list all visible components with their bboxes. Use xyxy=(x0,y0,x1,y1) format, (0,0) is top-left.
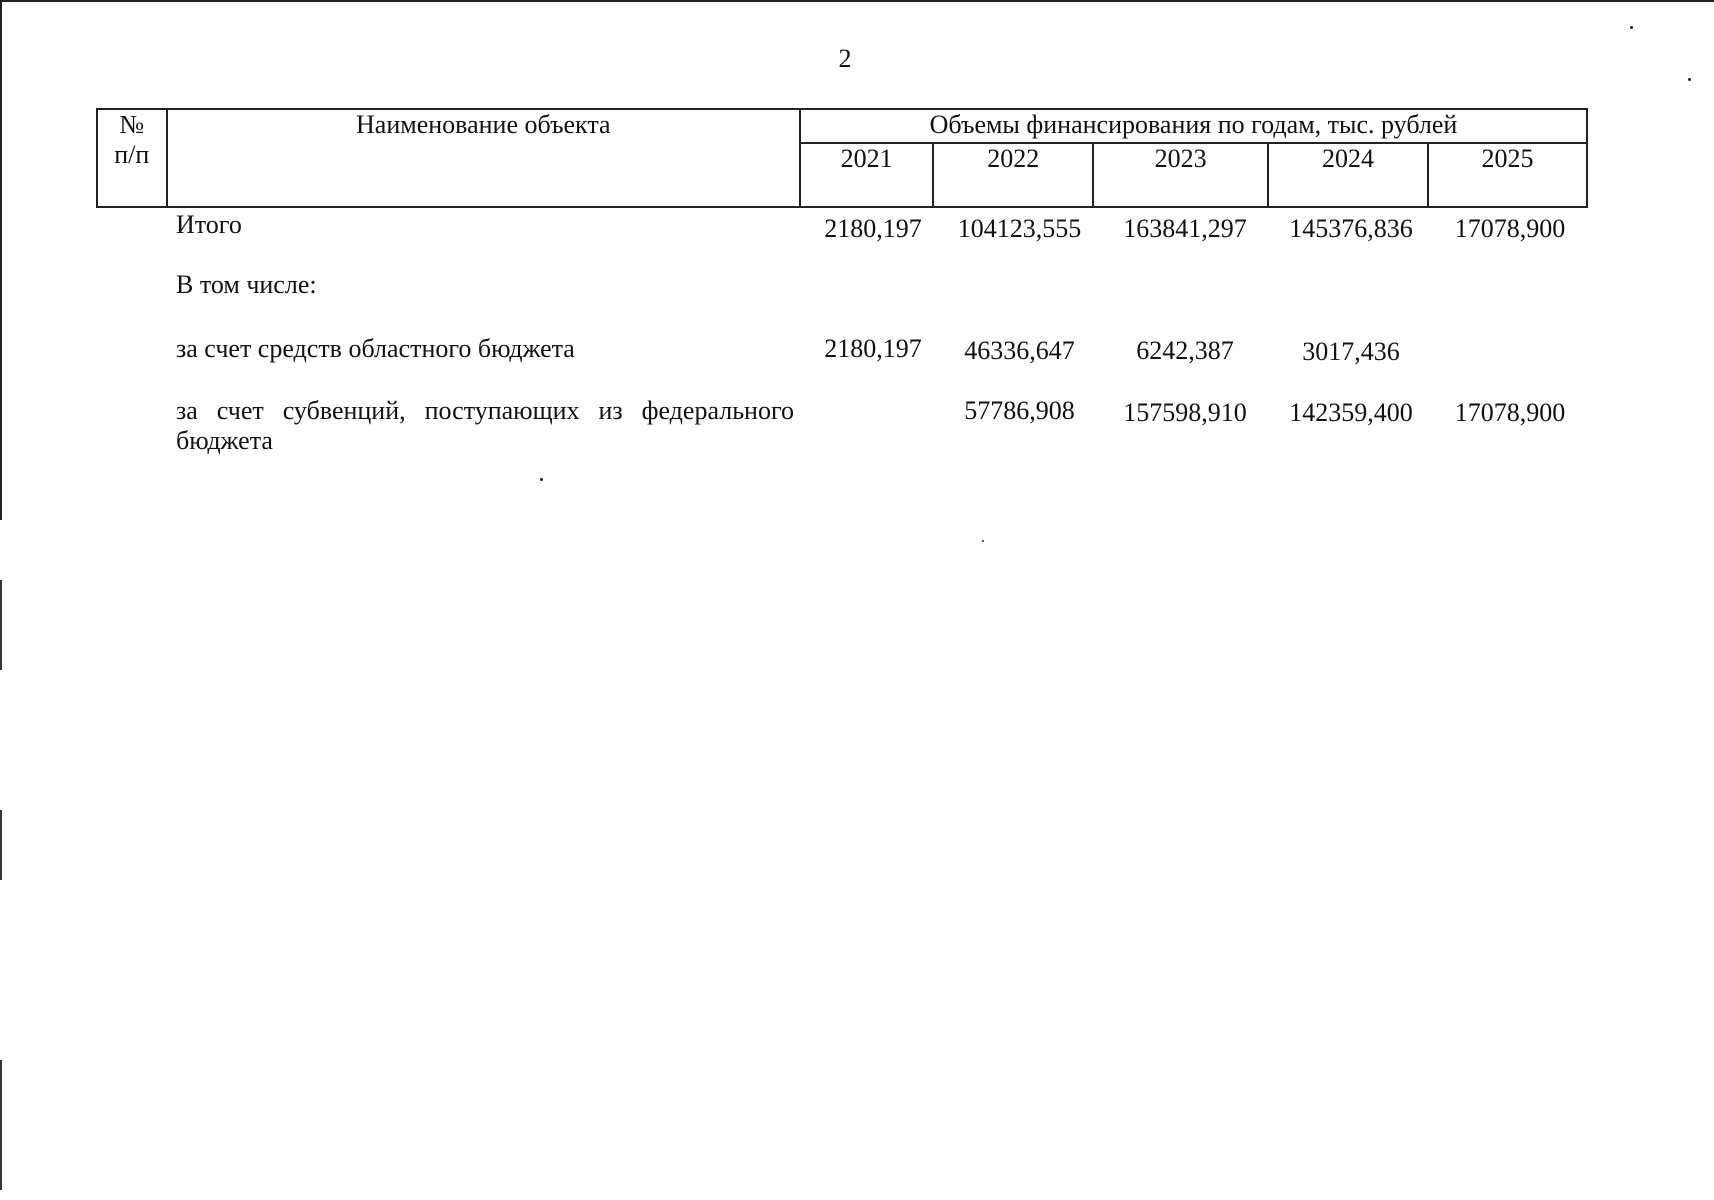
value-2021: 2180,197 xyxy=(824,334,922,363)
header-financing-group: Объемы финансирования по годам, тыс. рублей xyxy=(800,109,1587,143)
header-row-number: № п/п xyxy=(97,109,167,207)
scan-mark xyxy=(0,1060,2,1190)
row-name: В том числе: xyxy=(176,270,317,299)
page-number: 2 xyxy=(838,44,852,73)
value-2023: 157598,910 xyxy=(1123,398,1247,427)
value-2025: 17078,900 xyxy=(1454,214,1566,243)
scan-border-left xyxy=(0,0,2,520)
value-2022: 46336,647 xyxy=(964,336,1075,365)
scan-speck xyxy=(1688,78,1691,81)
row-name: за счет средств областного бюджета xyxy=(176,334,575,363)
header-year-2021: 2021 xyxy=(800,143,933,207)
value-2023: 163841,297 xyxy=(1123,214,1247,243)
scan-speck xyxy=(540,478,543,481)
value-2024: 145376,836 xyxy=(1289,214,1413,243)
value-2022: 104123,555 xyxy=(957,214,1082,243)
scan-speck xyxy=(1630,26,1633,29)
value-2022: 57786,908 xyxy=(964,396,1075,425)
header-year-2024: 2024 xyxy=(1268,143,1428,207)
header-year-2023: 2023 xyxy=(1093,143,1268,207)
financing-table-header xyxy=(96,108,1588,208)
value-2021: 2180,197 xyxy=(824,214,922,243)
value-2025: 17078,900 xyxy=(1454,398,1566,427)
value-2024: 3017,436 xyxy=(1302,337,1400,366)
scan-mark xyxy=(0,810,2,880)
header-year-2022: 2022 xyxy=(933,143,1093,207)
row-name: за счет субвенций, поступающих из федерального бюджета xyxy=(176,396,794,455)
value-2023: 6242,387 xyxy=(1136,336,1234,365)
header-object-name: Наименование объекта xyxy=(167,109,800,207)
row-name: Итого xyxy=(176,210,242,239)
scan-border-top xyxy=(0,0,1714,2)
value-2024: 142359,400 xyxy=(1289,398,1413,427)
scan-mark xyxy=(0,580,2,670)
header-year-2025: 2025 xyxy=(1428,143,1587,207)
scan-speck xyxy=(982,540,984,542)
